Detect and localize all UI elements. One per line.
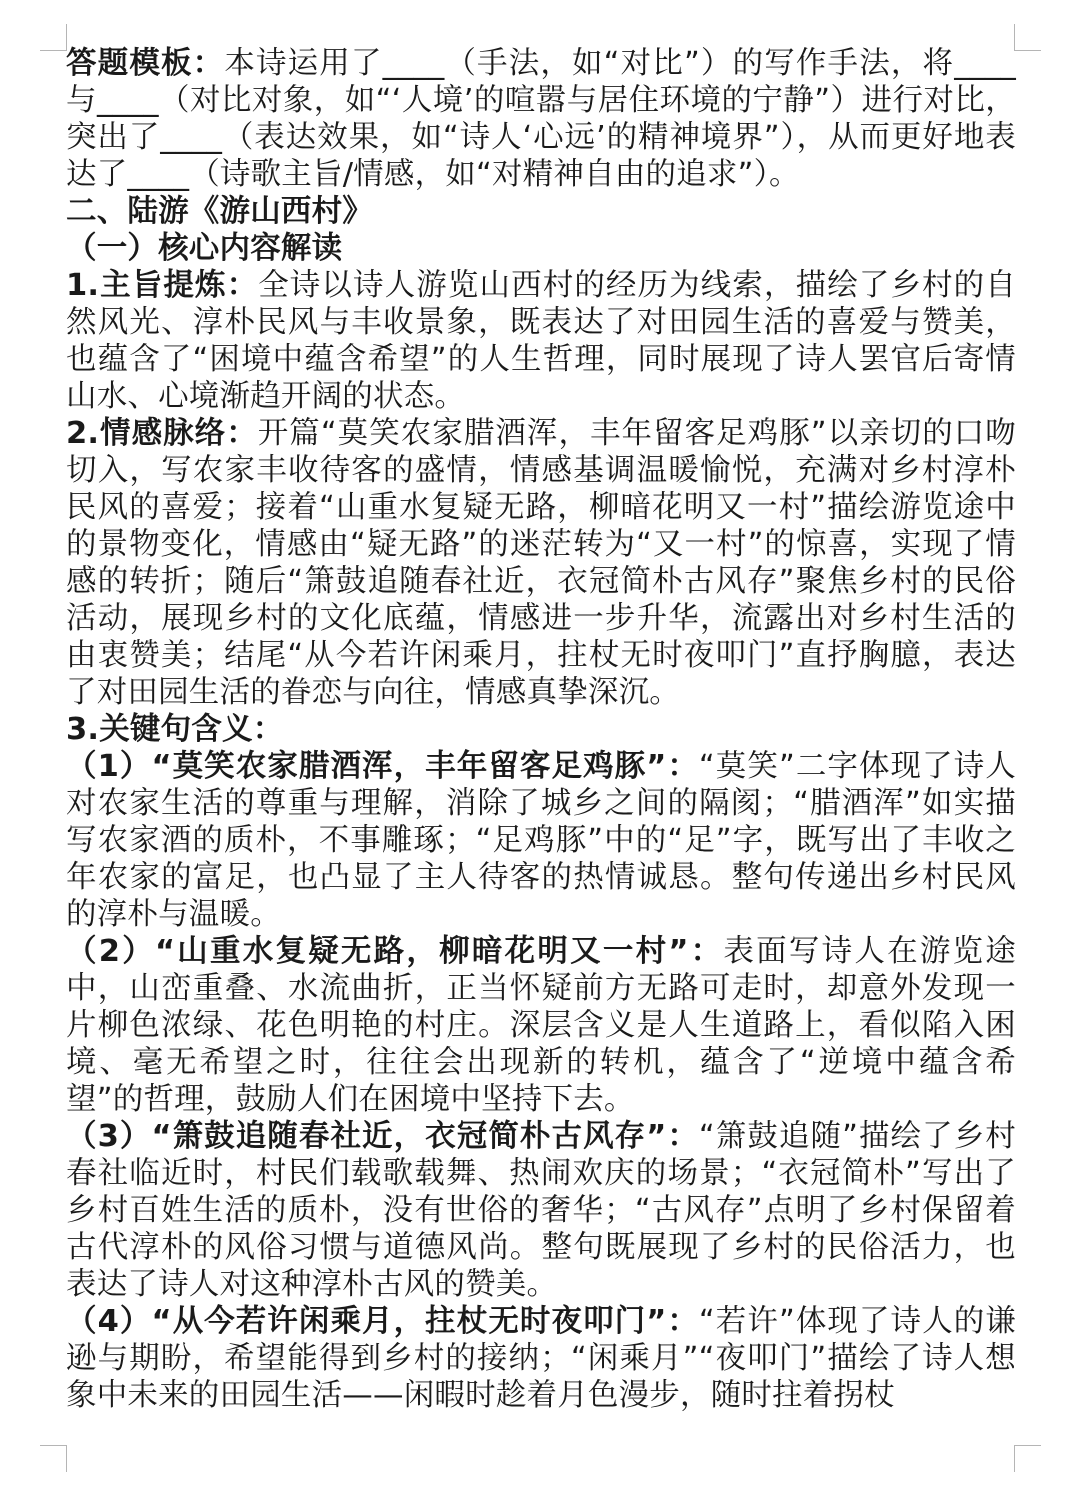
key-sentence-2: [66, 933, 1016, 1118]
crop-mark-top-left: [40, 24, 67, 51]
answer-template-label: 答题模板：: [66, 46, 225, 81]
key-sentence-2-text: 表面写诗人在游览途中，山峦重叠、水流曲折，正当怀疑前方无路可走时，却意外发现一片柳色浓绿、花色明艳的村庄。深层含义是人生道路上，看似陷入困境、毫无希望之时，往往会出现新的转机，蕴含了“逆境中蕴含希望”的哲理，鼓励人们在困境中坚持下去。: [66, 934, 1016, 1117]
key-sentence-3-text: “箫鼓追随”描绘了乡村春社临近时，村民们载歌载舞、热闹欢庆的场景；“衣冠简朴”写出了乡村百姓生活的质朴，没有世俗的奢华；“古风存”点明了乡村保留着古代淳朴的风俗习惯与道德风尚。整句既展现了乡村的民俗活力，也表达了诗人对这种淳朴古风的赞美。: [66, 1119, 1016, 1302]
key-sentence-4-label: （4）“从今若许闲乘月，拄杖无时夜叩门”：: [66, 1304, 699, 1339]
emotion-text: 开篇“莫笑农家腊酒浑，丰年留客足鸡豚”以亲切的口吻切入，写农家丰收待客的盛情，情感基调温暖愉悦，充满对乡村淳朴民风的喜爱；接着“山重水复疑无路，柳暗花明又一村”描绘游览途中的景物变化，情感由“疑无路”的迷茫转为“又一村”的惊喜，实现了情感的转折；随后“箫鼓追随春社近，衣冠简朴古风存”聚焦乡村的民俗活动，展现乡村的文化底蕴，情感进一步升华，流露出对乡村生活的由衷赞美；结尾“从今若许闲乘月，拄杖无时夜叩门”直抒胸臆，表达了对田园生活的眷恋与向往，情感真挚深沉。: [66, 416, 1016, 710]
theme-label: 1.主旨提炼：: [66, 268, 259, 303]
document-body: [66, 45, 1016, 1414]
theme-text: 全诗以诗人游览山西村的经历为线索，描绘了乡村的自然风光、淳朴民风与丰收景象，既表达了对田园生活的喜爱与赞美，也蕴含了“困境中蕴含希望”的人生哲理，同时展现了诗人罢官后寄情山水、心境渐趋开阔的状态。: [66, 268, 1016, 414]
emotion-label: 2.情感脉络：: [66, 416, 258, 451]
key-sentences-label: 3.关键句含义：: [66, 712, 284, 747]
key-sentence-2-label: （2）“山重水复疑无路，柳暗花明又一村”：: [66, 934, 724, 969]
key-sentence-1-text: “莫笑”二字体现了诗人对农家生活的尊重与理解，消除了城乡之间的隔阂；“腊酒浑”如实描写农家酒的质朴，不事雕琢；“足鸡豚”中的“足”字，既写出了丰收之年农家的富足，也凸显了主人待客的热情诚恳。整句传递出乡村民风的淳朴与温暖。: [66, 749, 1016, 932]
section-title: 二、陆游《游山西村》: [66, 194, 373, 229]
key-sentence-1: [66, 748, 1016, 933]
theme-paragraph: [66, 267, 1016, 415]
key-sentence-1-label: （1）“莫笑农家腊酒浑，丰年留客足鸡豚”：: [66, 749, 699, 784]
crop-mark-bottom-right: [1014, 1445, 1041, 1472]
crop-mark-bottom-left: [40, 1445, 67, 1472]
answer-template-text: 本诗运用了____（手法，如“对比”）的写作手法，将____与____（对比对象，如“‘人境’的喧嚣与居住环境的宁静”）进行对比，突出了____（表达效果，如“诗人‘心远’的精神境界”），从而更好地表达了____（诗歌主旨/情感，如“对精神自由的追求”）。: [66, 46, 1017, 192]
key-sentences-heading: [66, 711, 1016, 748]
section-subtitle: （一）核心内容解读: [66, 231, 343, 266]
crop-mark-top-right: [1014, 24, 1041, 51]
key-sentence-3: [66, 1118, 1016, 1303]
key-sentence-3-label: （3）“箫鼓追随春社近，衣冠简朴古风存”：: [66, 1119, 699, 1154]
answer-template-paragraph: [66, 45, 1016, 193]
emotion-paragraph: [66, 415, 1016, 711]
key-sentence-4: [66, 1303, 1016, 1414]
key-sentence-4-text: “若许”体现了诗人的谦逊与期盼，希望能得到乡村的接纳；“闲乘月”“夜叩门”描绘了诗人想象中未来的田园生活——闲暇时趁着月色漫步，随时拄着拐杖: [66, 1304, 1016, 1413]
